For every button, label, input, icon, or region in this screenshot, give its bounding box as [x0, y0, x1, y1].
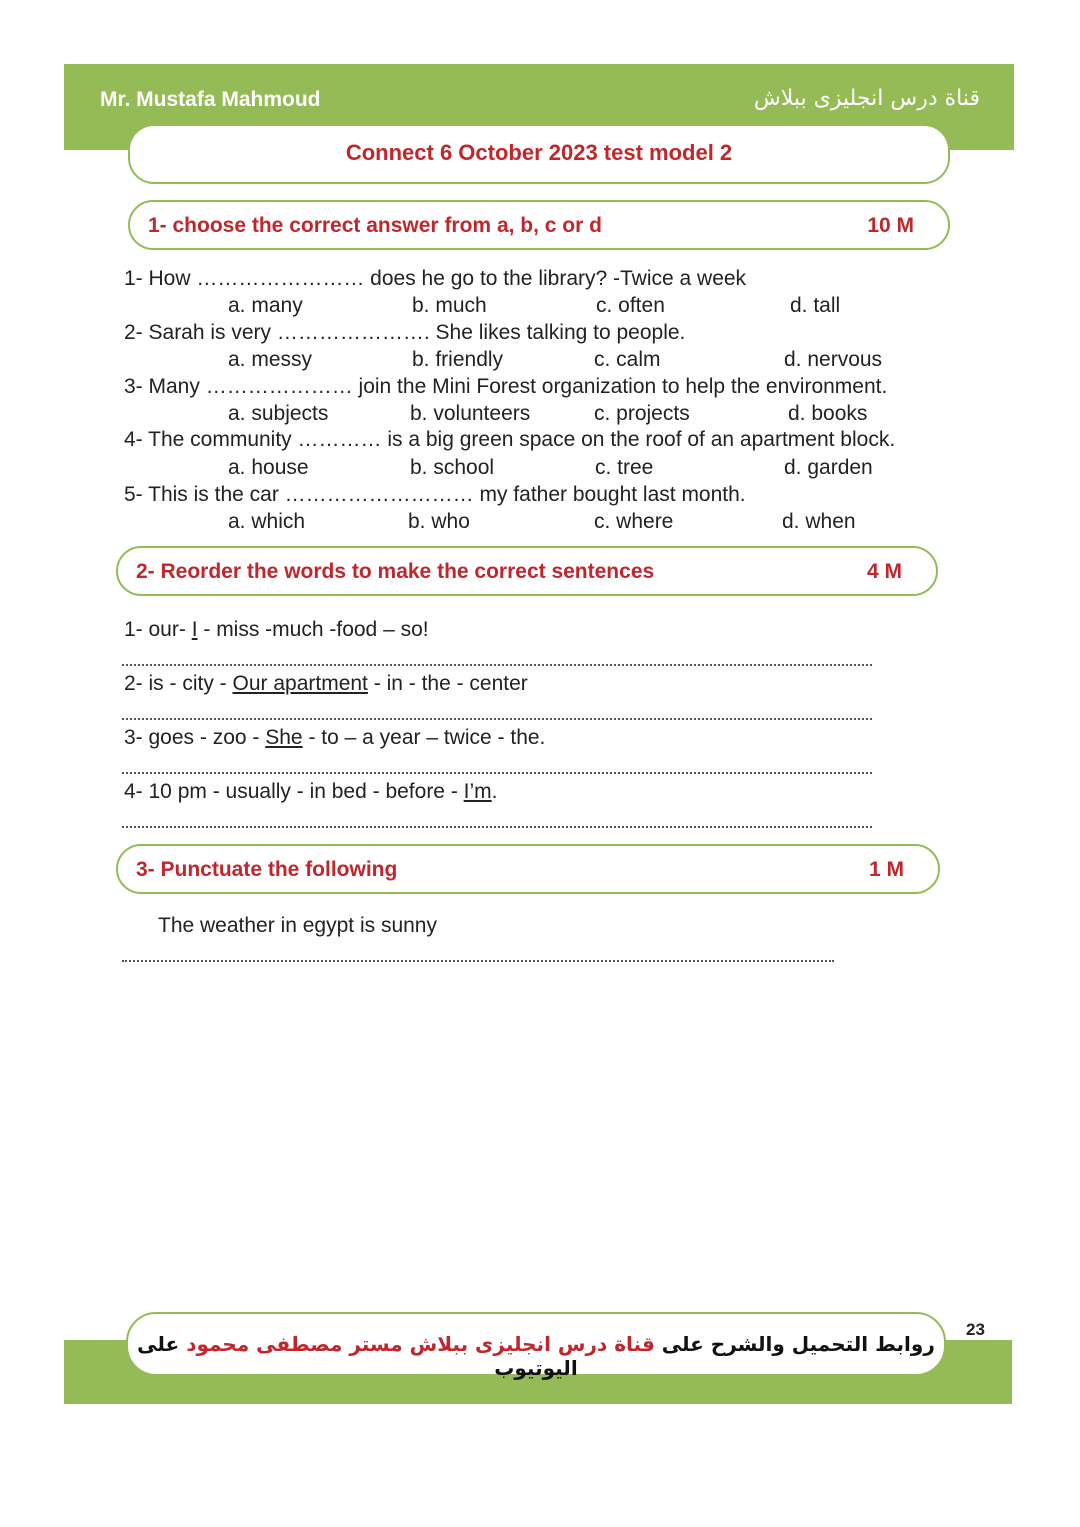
footer-pill — [126, 1312, 946, 1380]
q3-option-a: a. subjects — [228, 402, 329, 425]
q1-option-d: d. tall — [790, 294, 841, 317]
q2-option-b: b. friendly — [412, 348, 504, 371]
answer-line — [122, 718, 872, 720]
author-name: Mr. Mustafa Mahmoud — [100, 88, 321, 111]
question-2: 2- Sarah is very …………………. She likes talking to people. — [124, 321, 686, 344]
q5-option-a: a. which — [228, 510, 306, 533]
q3-option-c: c. projects — [594, 402, 690, 425]
section1-marks: 10 M — [867, 214, 914, 237]
footer-text: روابط التحميل والشرح على قناة درس انجليزى ببلاش مستر مصطفى محمود على اليوتيوب — [137, 1332, 935, 1380]
q5-option-b: b. who — [408, 510, 470, 533]
q4-option-b: b. school — [410, 456, 495, 479]
reorder-item-2: 2- is - city - Our apartment - in - the - center — [124, 672, 528, 695]
underlined-word: I’m — [463, 780, 492, 803]
q5-option-c: c. where — [594, 510, 674, 533]
q4-option-d: d. garden — [784, 456, 873, 479]
section2-marks: 4 M — [866, 560, 902, 583]
page-title: Connect 6 October 2023 test model 2 — [345, 140, 733, 165]
question-3: 3- Many ………………… join the Mini Forest organization to help the environment. — [124, 375, 888, 398]
q2-option-c: c. calm — [594, 348, 661, 371]
question-4: 4- The community ………… is a big green space on the roof of an apartment block. — [124, 428, 896, 451]
reorder-item-1: 1- our- I - miss -much -food – so! — [124, 618, 429, 641]
channel-name: قناة درس انجليزى ببلاش — [753, 86, 980, 111]
q1-option-c: c. often — [596, 294, 665, 317]
section2-label: 2- Reorder the words to make the correct sentences — [136, 560, 655, 583]
underlined-word: I — [191, 618, 198, 641]
question-1: 1- How …………………… does he go to the library? -Twice a week — [124, 267, 747, 290]
q3-option-d: d. books — [788, 402, 868, 425]
q1-option-b: b. much — [412, 294, 487, 317]
title-pill — [128, 124, 950, 184]
reorder-item-4: 4- 10 pm - usually - in bed - before - I’m. — [124, 780, 498, 803]
q4-option-c: c. tree — [595, 456, 654, 479]
punctuate-sentence: The weather in egypt is sunny — [158, 914, 437, 937]
answer-line — [122, 826, 872, 828]
q5-option-d: d. when — [782, 510, 856, 533]
underlined-word: She — [265, 726, 303, 749]
section2-header — [116, 546, 938, 596]
q2-option-d: d. nervous — [784, 348, 883, 371]
page-number: 23 — [966, 1320, 985, 1339]
section1-header — [128, 200, 950, 250]
reorder-item-3: 3- goes - zoo - She - to – a year – twice - the. — [124, 726, 546, 749]
q1-option-a: a. many — [228, 294, 303, 317]
section1-label: 1- choose the correct answer from a, b, c or d — [148, 214, 602, 237]
section3-label: 3- Punctuate the following — [136, 858, 398, 881]
question-5: 5- This is the car ……………………… my father bought last month. — [124, 483, 746, 506]
answer-line — [122, 664, 872, 666]
section3-marks: 1 M — [868, 858, 904, 881]
q4-option-a: a. house — [228, 456, 309, 479]
underlined-word: Our apartment — [232, 672, 368, 695]
answer-line — [122, 772, 872, 774]
answer-line — [122, 960, 834, 962]
q2-option-a: a. messy — [228, 348, 313, 371]
section3-header — [116, 844, 940, 894]
q3-option-b: b. volunteers — [410, 402, 531, 425]
